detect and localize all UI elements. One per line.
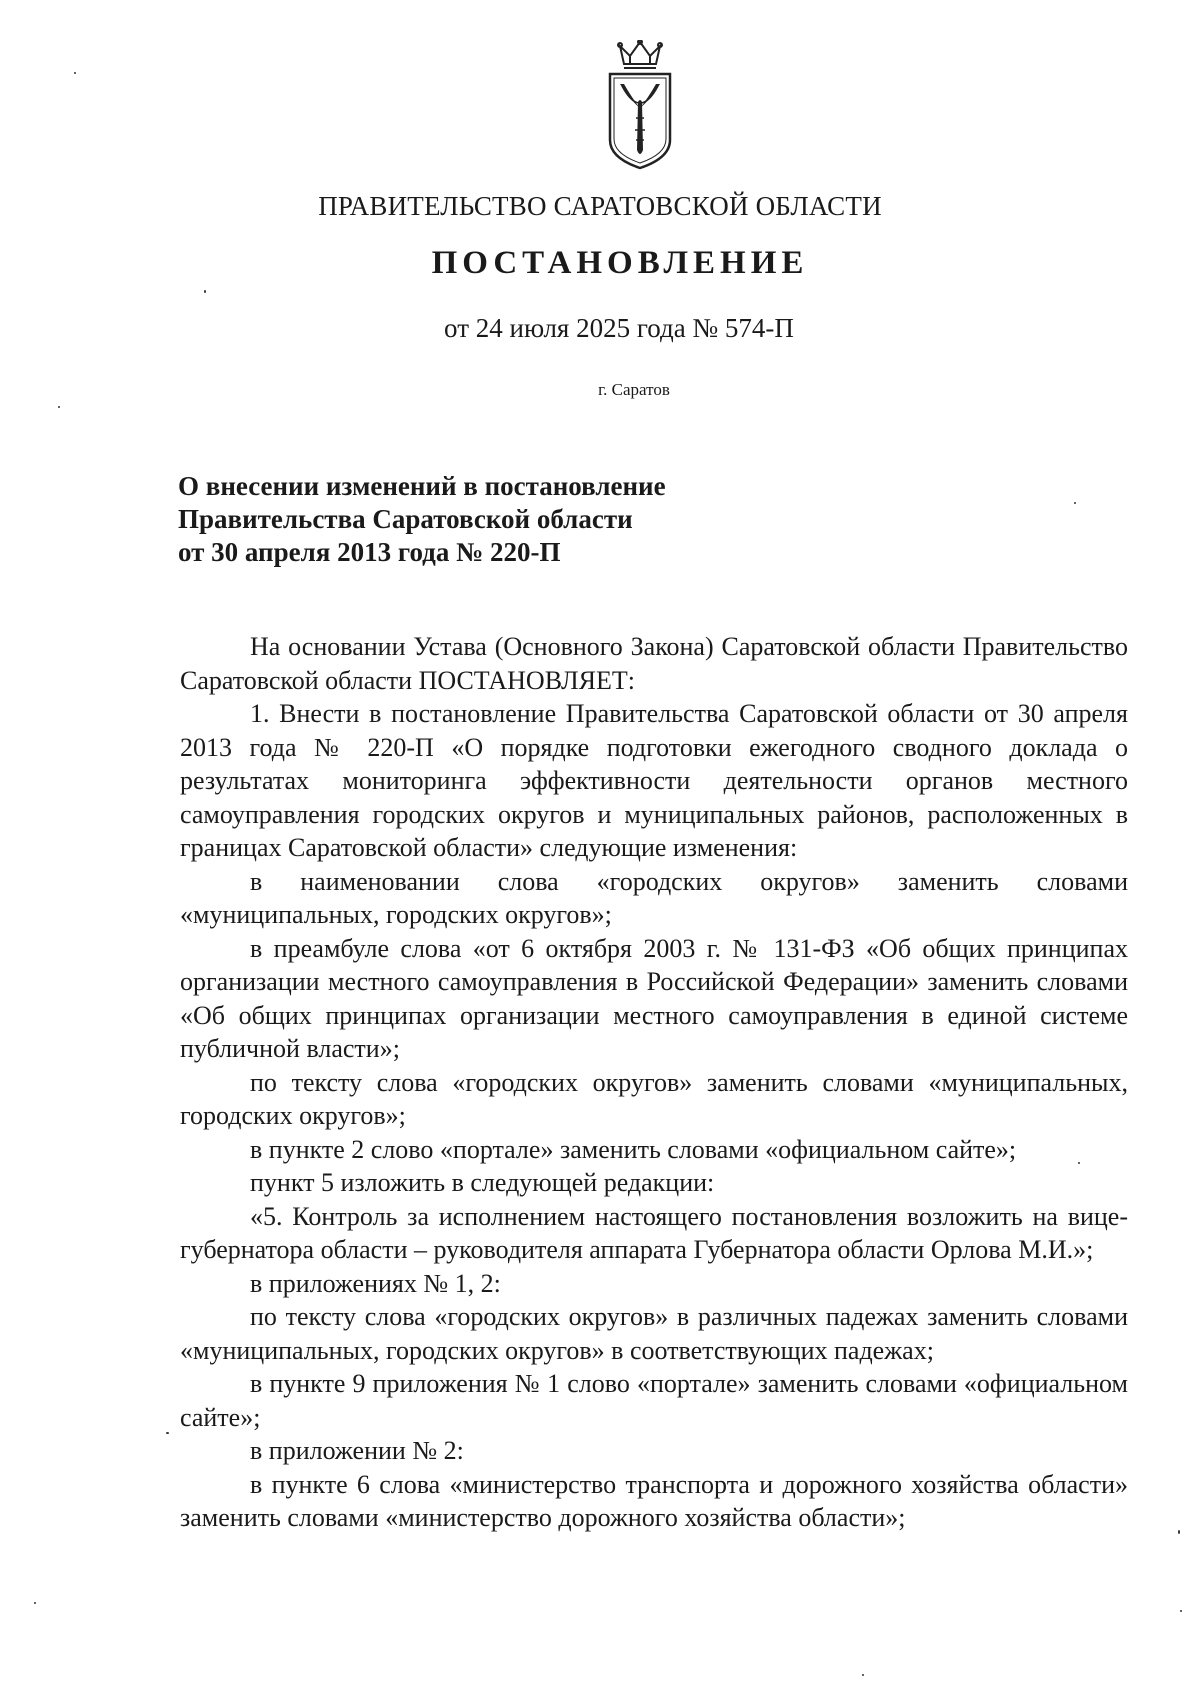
subject-line: от 30 апреля 2013 года № 220-П <box>178 537 561 567</box>
body-paragraph: по тексту слова «городских округов» заменить словами «муниципальных, городских округов»; <box>180 1067 1128 1130</box>
subject-line: Правительства Саратовской области <box>178 504 633 534</box>
scan-speck <box>1180 1610 1182 1612</box>
document-type: ПОСТАНОВЛЕНИЕ <box>431 245 809 281</box>
scan-speck <box>862 1674 864 1676</box>
document-subject <box>178 470 738 569</box>
document-city: г. Саратов <box>598 380 670 399</box>
body-paragraph: в приложениях № 1, 2: <box>250 1268 501 1298</box>
body-paragraph: в пункте 9 приложения № 1 слово «портале» заменить словами «официальном сайте»; <box>180 1369 1128 1432</box>
body-paragraph: в преамбуле слова «от 6 октября 2003 г. № 131-ФЗ «Об общих принципах организации местного самоуправления в Российской Федерации» заменить словами «Об общих принципах организации местного самоуправления в единой системе публичной власти»; <box>180 933 1128 1063</box>
document-date-number: от 24 июля 2025 года № 574-П <box>444 313 794 343</box>
scan-speck <box>74 72 76 74</box>
scan-speck <box>204 290 206 293</box>
body-paragraph: На основании Устава (Основного Закона) Саратовской области Правительство Саратовской области ПОСТАНОВЛЯЕТ: <box>180 632 1128 695</box>
scan-speck <box>1078 1162 1080 1164</box>
scan-speck <box>58 406 60 408</box>
body-paragraph: в наименовании слова «городских округов» заменить словами «муниципальных, городских округов»; <box>180 866 1128 929</box>
body-paragraph: по тексту слова «городских округов» в различных падежах заменить словами «муниципальных, городских округов» в соответствующих падежах; <box>180 1302 1128 1365</box>
government-title: ПРАВИТЕЛЬСТВО САРАТОВСКОЙ ОБЛАСТИ <box>318 191 882 221</box>
scan-speck <box>166 1432 169 1434</box>
body-paragraph: 1. Внести в постановление Правительства Саратовской области от 30 апреля 2013 года № 220-П «О порядке подготовки ежегодного сводного доклада о результатах мониторинга эффективности деятельности органов местного самоуправления городских округов и муниципальных районов, расположенных в границах Саратовской области» следующие изменения: <box>180 699 1128 862</box>
body-paragraph: «5. Контроль за исполнением настоящего постановления возложить на вице-губернатора области – руководителя аппарата Губернатора области Орлова М.И.»; <box>180 1201 1128 1264</box>
body-paragraph: в пункте 2 слово «портале» заменить словами «официальном сайте»; <box>250 1134 1017 1164</box>
scan-speck <box>1074 502 1076 504</box>
scan-speck <box>1178 1530 1180 1534</box>
scan-speck <box>34 1602 36 1604</box>
body-paragraph: пункт 5 изложить в следующей редакции: <box>250 1168 715 1197</box>
saratov-coat-of-arms-icon <box>600 40 680 170</box>
document-body <box>180 630 1128 1535</box>
body-paragraph: в пункте 6 слова «министерство транспорта и дорожного хозяйства области» заменить словами «министерство дорожного хозяйства области»; <box>180 1469 1128 1532</box>
subject-line: О внесении изменений в постановление <box>178 471 666 501</box>
body-paragraph: в приложении № 2: <box>250 1436 464 1465</box>
